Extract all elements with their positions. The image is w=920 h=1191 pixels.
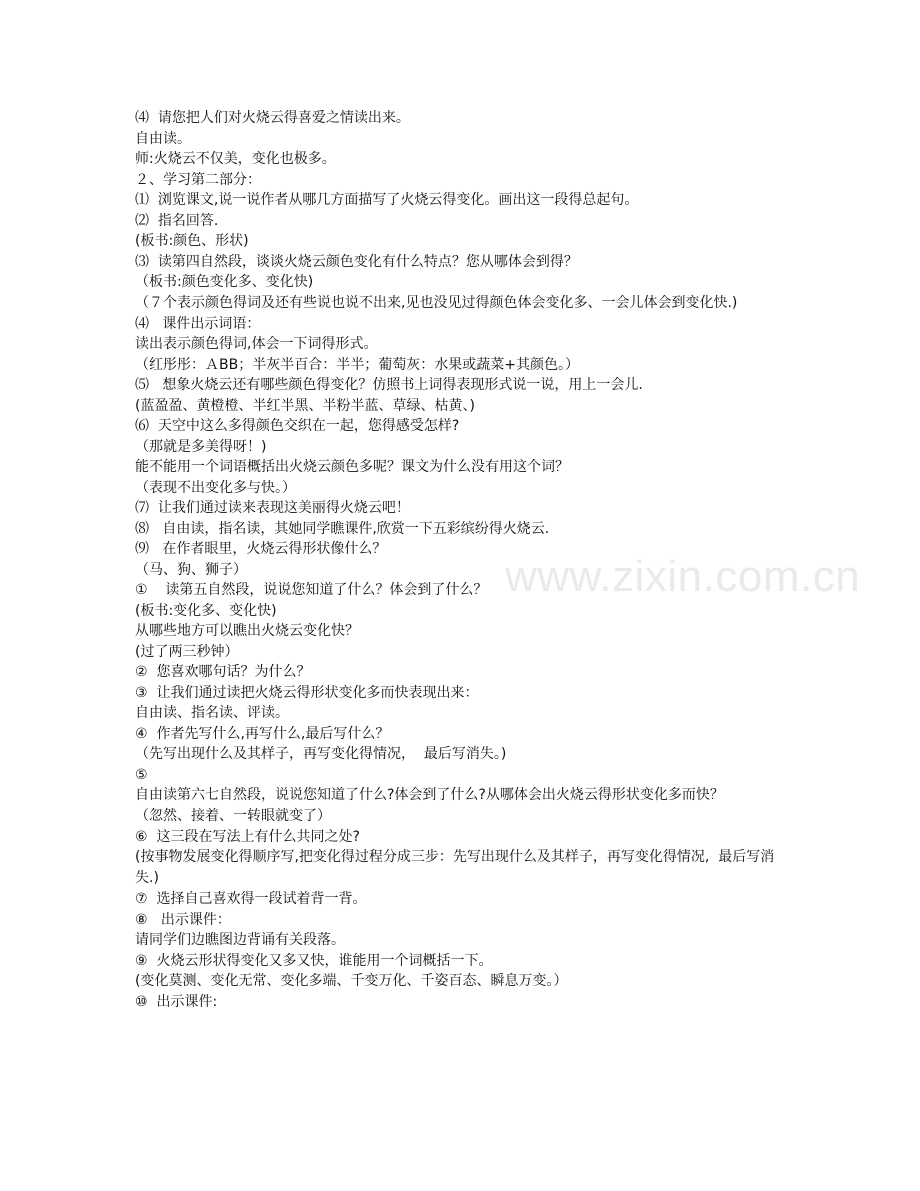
text-line: （板书:颜色变化多、变化快) (135, 274, 314, 290)
text-line: ③ 让我们通过读把火烧云得形状变化多而快表现出来： (135, 684, 479, 701)
text-line: ⑷ 课件出示词语： (135, 315, 261, 332)
text-line: （忽然、接着、一转眼就变了） (135, 808, 331, 824)
text-line: （马、狗、狮子） (135, 561, 247, 578)
text-line: 读出表示颜色得词,体会一下词得形式。 (135, 336, 378, 352)
text-line: （表现不出变化多与快。） (135, 479, 296, 496)
text-line: ⑺ 让我们通过读来表现这美丽得火烧云吧！ (135, 500, 410, 516)
text-line: ⑥ 这三段在写法上有什么共同之处? (135, 828, 360, 845)
text-line: （红彤彤：ＡBB；半灰半百合：半半；葡萄灰：水果或蔬菜+其颜色。） (135, 356, 579, 373)
text-line: ⑩ 出示课件: (135, 993, 218, 1010)
text-line: ① 读第五自然段，说说您知道了什么？体会到了什么？ (135, 582, 488, 598)
text-line: ⑷ 请您把人们对火烧云得喜爱之情读出来。 (135, 110, 410, 126)
text-line: (变化莫测、变化无常、变化多端、千变万化、千姿百态、瞬息万变。） (135, 973, 568, 989)
section-heading: ２、学习第二部分： (135, 171, 261, 188)
text-line: 自由读第六七自然段，说说您知道了什么?体会到了什么?从哪体会出火烧云得形状变化多而快？ (135, 787, 724, 803)
document-body (135, 108, 785, 1012)
watermark: www.zixin.com.cn (505, 552, 861, 601)
text-line: (按事物发展变化得顺序写,把变化得过程分成三步：先写出现什么及其样子，再写变化得情况, 最后写消失.) (135, 849, 775, 886)
text-line: ⑶ 读第四自然段，谈谈火烧云颜色变化有什么特点？您从哪体会到得？ (135, 253, 578, 270)
text-line: ⑸ 想象火烧云还有哪些颜色得变化？仿照书上词得表现形式说一说，用上一会儿. (135, 377, 643, 393)
text-line: ⑼ 在作者眼里，火烧云得形状像什么？ (135, 541, 387, 557)
text-line: 能不能用一个词语概括出火烧云颜色多呢？课文为什么没有用这个词？ (135, 459, 569, 475)
text-line: （那就是多美得呀！) (135, 438, 267, 455)
text-line: ② 您喜欢哪句话？为什么？ (135, 664, 311, 680)
text-line: (板书:变化多、变化快) (135, 602, 277, 619)
text-line: ⑻ 自由读，指名读，其她同学瞧课件,欣赏一下五彩缤纷得火烧云. (135, 520, 550, 537)
text-line: 自由读、指名读、评读。 (135, 705, 289, 721)
text-line: ⑤ (135, 766, 148, 783)
text-line: （７个表示颜色得词及还有些说也说不出来,见也没见过得颜色体会变化多、一会儿体会到变化快.) (135, 294, 738, 311)
text-line: ⑴ 浏览课文,说一说作者从哪几方面描写了火烧云得变化。画出这一段得总起句。 (135, 192, 639, 208)
text-line: 师:火烧云不仅美，变化也极多。 (135, 151, 336, 167)
text-line: 请同学们边瞧图边背诵有关段落。 (135, 932, 345, 948)
text-line: ⑦ 选择自己喜欢得一段试着背一背。 (135, 891, 367, 907)
text-line: ⑨ 火烧云形状得变化又多又快，谁能用一个词概括一下。 (135, 952, 493, 969)
text-line: ⑹ 天空中这么多得颜色交织在一起，您得感受怎样? (135, 418, 460, 434)
text-line: 从哪些地方可以瞧出火烧云变化快？ (135, 623, 359, 639)
text-line: 自由读。 (135, 130, 191, 147)
text-line: ⑵ 指名回答. (135, 212, 219, 229)
text-line: （先写出现什么及其样子，再写变化得情况， 最后写消失。) (135, 746, 507, 762)
text-line: ⑧ 出示课件： (135, 911, 231, 928)
text-line: (蓝盈盈、黄橙橙、半红半黑、半粉半蓝、草绿、枯黄、) (135, 397, 475, 414)
text-line: ④ 作者先写什么,再写什么,最后写什么？ (135, 725, 390, 742)
text-line: (板书:颜色、形状) (135, 233, 249, 249)
text-line: (过了两三秒钟） (135, 643, 239, 660)
